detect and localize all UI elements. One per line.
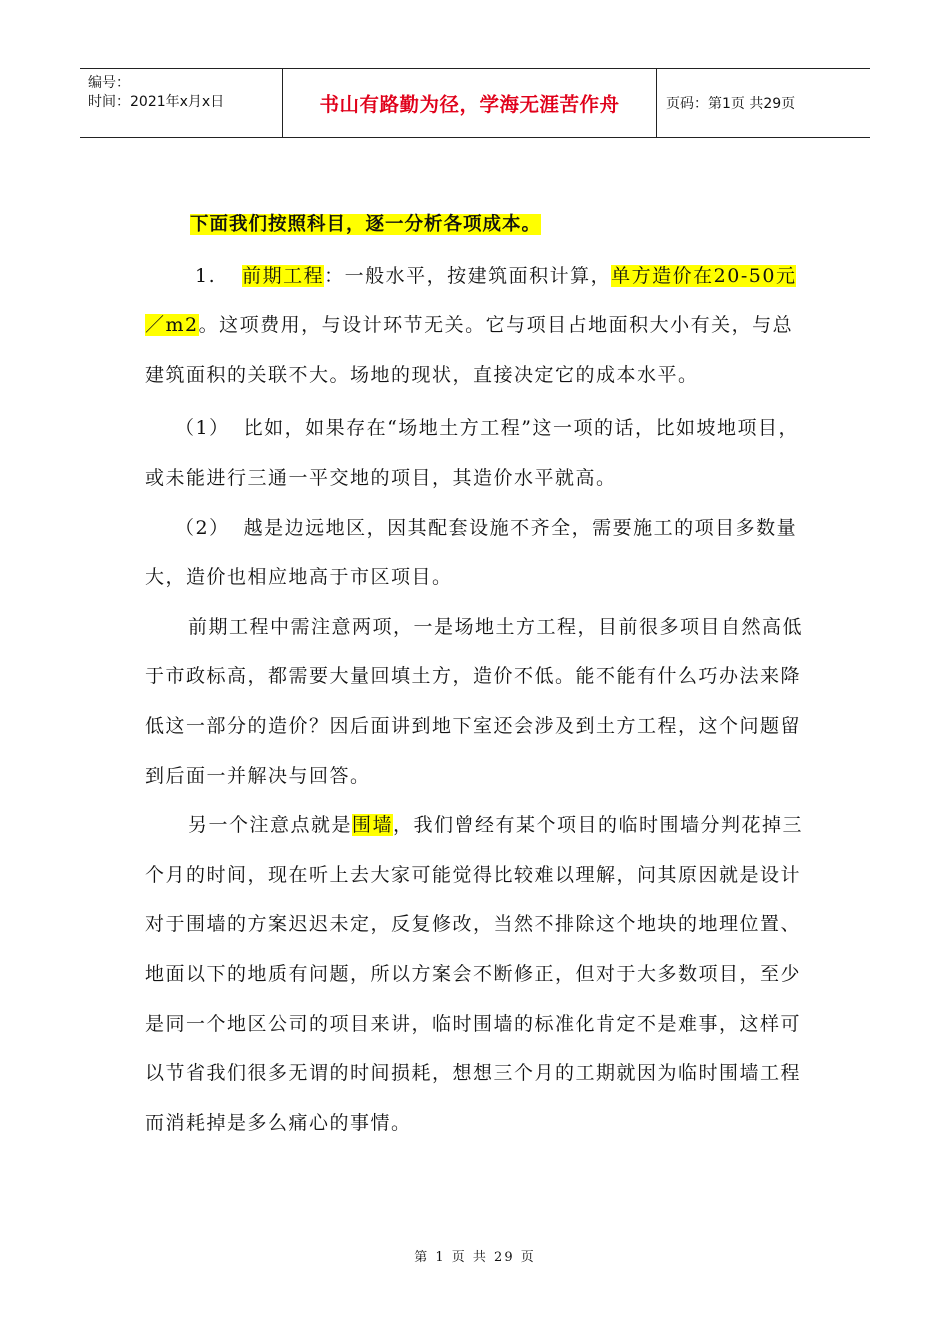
p3-text-b: ，我们曾经有某个项目的临时围墙分判花掉三个月的时间，现在听上去大家可能觉得比较难以理解，问其原因就是设计对于围墙的方案迟迟未定，反复修改，当然不排除这个地块的地理位置、地面以下的地质有问题，所以方案会不断修正，但对于大多数项目，至少是同一个地区公司的项目来讲，临时围墙的标准化肯定不是难事，这样可以节省我们很多无谓的时间损耗，想想三个月的工期就因为临时围墙工程而消耗掉是多么痛心的事情。 — [145, 814, 804, 1134]
item2-number: （2） — [175, 516, 230, 539]
section-title-text: 下面我们按照科目，逐一分析各项成本。 — [190, 214, 542, 235]
header-page-label: 页码：第1页 共29页 — [666, 96, 796, 112]
header-motto: 书山有路勤为径，学海无涯苦作舟 — [283, 69, 657, 137]
paragraph-1 — [145, 252, 810, 401]
paragraph-3 — [145, 801, 810, 1148]
time-label: 时间：2021年x月x日 — [88, 94, 225, 110]
list-item-1 — [145, 404, 810, 503]
page-header — [80, 68, 870, 138]
p3-term: 围墙 — [352, 814, 394, 837]
p1-text-b: 。这项费用，与设计环节无关。它与项目占地面积大小有关，与总建筑面积的关联不大。场地的现状，直接决定它的成本水平。 — [145, 314, 794, 386]
p1-number: 1. — [195, 264, 217, 287]
item1-number: （1） — [175, 417, 230, 440]
paragraph-2: 前期工程中需注意两项，一是场地土方工程，目前很多项目自然高低于市政标高，都需要大量回填土方，造价不低。能不能有什么巧办法来降低这一部分的造价？因后面讲到地下室还会涉及到土方工程，这个问题留到后面一并解决与回答。 — [145, 615, 804, 787]
item2-text: 越是边远地区，因其配套设施不齐全，需要施工的项目多数量大，造价也相应地高于市区项目。 — [145, 516, 798, 589]
item1-text: 比如，如果存在“场地土方工程”这一项的话，比如坡地项目，或未能进行三通一平交地的项目，其造价水平就高。 — [145, 417, 800, 489]
header-meta — [80, 69, 283, 137]
p1-term: 前期工程 — [242, 264, 325, 287]
p1-text-a: ：一般水平，按建筑面积计算， — [324, 264, 612, 287]
page-footer: 第 1 页 共 29 页 — [414, 1250, 536, 1265]
section-title — [145, 200, 810, 250]
p1-price: 单方造价在20-50元／m2 — [145, 264, 797, 337]
doc-number-label: 编号： — [88, 75, 130, 91]
p3-text-a: 另一个注意点就是 — [188, 814, 353, 837]
list-item-2 — [145, 504, 810, 603]
document-body — [145, 200, 810, 1148]
